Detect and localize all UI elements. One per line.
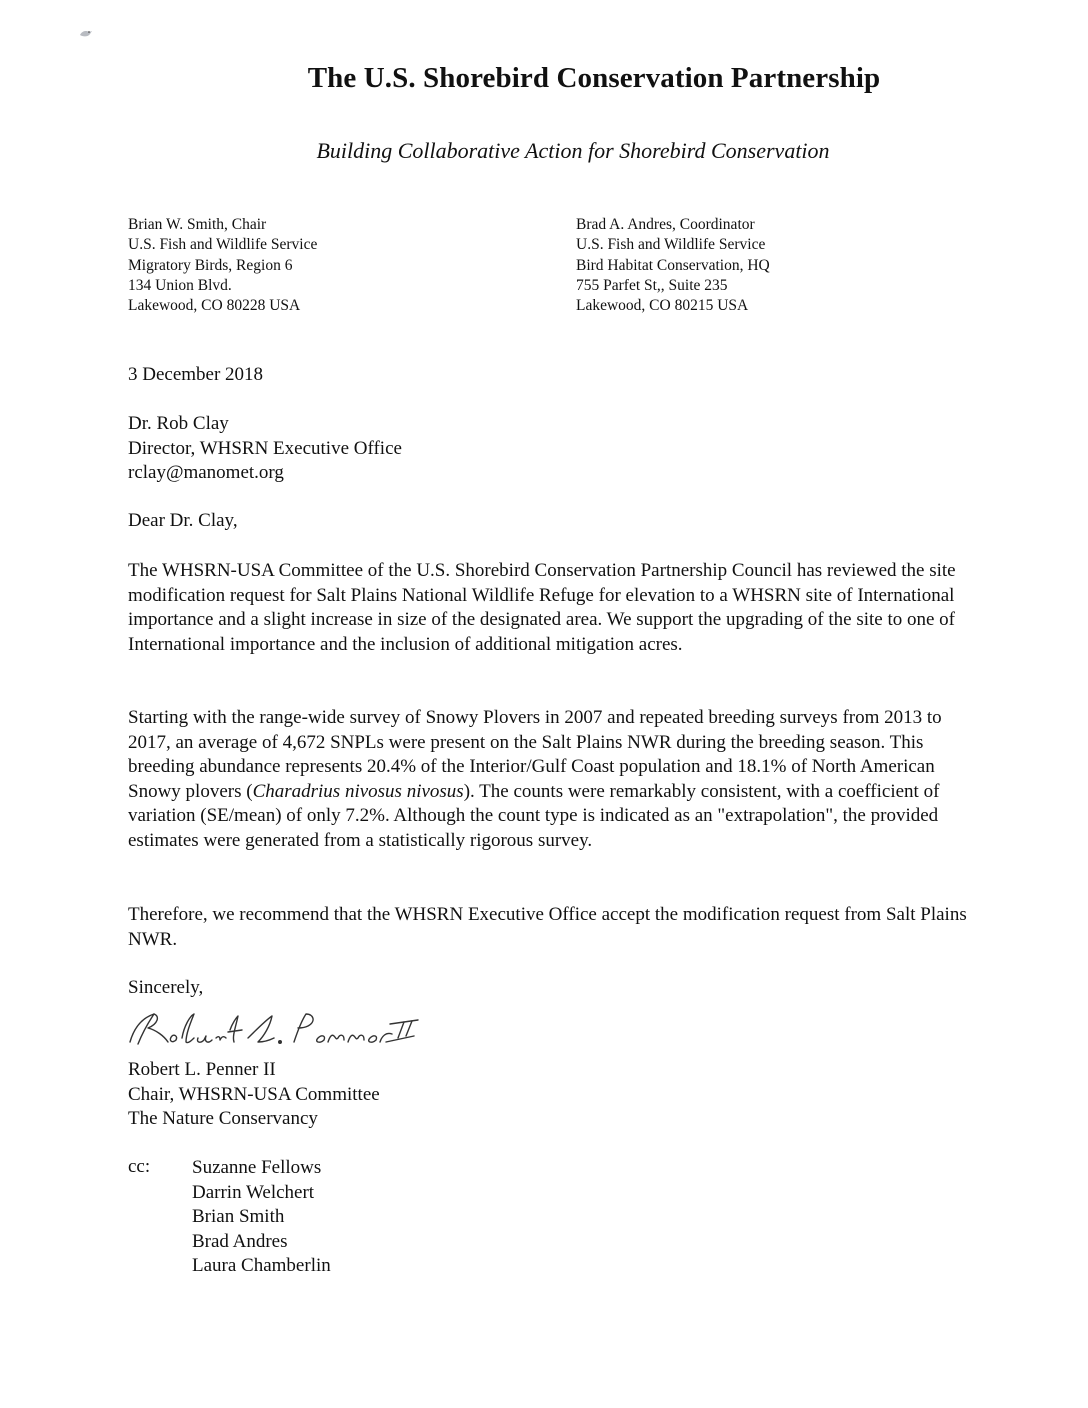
chair-address-block: [128, 215, 317, 316]
signer-title: Chair, WHSRN-USA Committee: [128, 1083, 380, 1105]
cc-recipient: Laura Chamberlin: [192, 1255, 331, 1276]
cc-recipient: Brad Andres: [192, 1230, 288, 1252]
signer-block: [128, 1058, 380, 1132]
letter-date: 3 December 2018: [128, 364, 264, 385]
coordinator-address-block: [576, 215, 770, 316]
address-line: U.S. Fish and Wildlife Service: [576, 236, 766, 254]
recipient-title: Director, WHSRN Executive Office: [128, 437, 402, 459]
letterhead-title: The U.S. Shorebird Conservation Partnership: [307, 62, 881, 94]
address-line: 134 Union Blvd.: [128, 276, 232, 294]
address-line: Migratory Birds, Region 6: [128, 256, 293, 274]
cc-list: [192, 1156, 331, 1279]
recipient-block: [128, 412, 402, 486]
address-line: Lakewood, CO 80215 USA: [576, 297, 749, 315]
letterhead-subtitle: Building Collaborative Action for Shorebird Conservation: [316, 138, 830, 163]
recipient-name: Dr. Rob Clay: [128, 413, 229, 434]
address-line: Brian W. Smith, Chair: [128, 216, 267, 233]
species-name: Charadrius nivosus nivosus: [252, 780, 464, 802]
closing: Sincerely,: [128, 977, 204, 998]
cc-label: cc:: [128, 1156, 151, 1177]
cc-recipient: Brian Smith: [192, 1206, 285, 1227]
cc-recipient: Darrin Welchert: [192, 1181, 315, 1203]
signer-name: Robert L. Penner II: [128, 1059, 276, 1080]
paragraph-text: Starting with the range-wide survey of Snowy Plovers in 2007 and repeated breeding surveys from 2013 to 2017, an average of 4,672 SNPLs were present on the Salt Plains NWR during the breeding season. This breeding abundance represents 20.4% of the Interior/Gulf Coast population and 18.1% of North American Snowy plovers (: [128, 707, 942, 802]
recipient-email: rclay@manomet.org: [128, 462, 284, 483]
address-line: 755 Parfet St,, Suite 235: [576, 276, 728, 294]
salutation: Dear Dr. Clay,: [128, 510, 238, 531]
address-line: U.S. Fish and Wildlife Service: [128, 236, 318, 254]
address-line: Bird Habitat Conservation, HQ: [576, 256, 770, 274]
address-line: Lakewood, CO 80228 USA: [128, 297, 301, 315]
paragraph-text: ). The counts were remarkably consistent, with a coefficient of variation (SE/mean) of only 7.2%. Although the count type is indicated as an "extrapolation", the provided estimates were generated from a statistically rigorous survey.: [128, 780, 940, 851]
signer-organization: The Nature Conservancy: [128, 1108, 318, 1129]
bird-logo-icon: [78, 26, 94, 40]
address-line: Brad A. Andres, Coordinator: [576, 216, 755, 233]
cc-recipient: Suzanne Fellows: [192, 1157, 322, 1178]
body-paragraph: The WHSRN-USA Committee of the U.S. Shorebird Conservation Partnership Council has reviewed the site modification request for Salt Plains National Wildlife Refuge for elevation to a WHSRN site of International importance and a slight increase in size of the designated area. We support the upgrading of the site to one of International importance and the inclusion of additional mitigation acres.: [128, 560, 956, 655]
body-paragraph: [128, 706, 968, 853]
body-paragraph: Therefore, we recommend that the WHSRN Executive Office accept the modification request from Salt Plains NWR.: [128, 904, 967, 950]
handwritten-signature: [124, 1002, 424, 1054]
